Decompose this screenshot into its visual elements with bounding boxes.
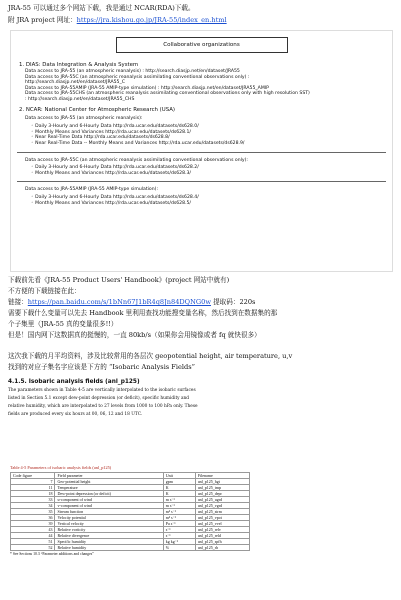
dias-line: Data access to JRA-55AMIP (JRA-55 AMIP-type simulation) : http://search.diasjp.net/en/dataset/JRA55_AMIP bbox=[25, 85, 269, 91]
field-cell: Velocity potential bbox=[55, 515, 163, 521]
unit-cell: m² s⁻¹ bbox=[163, 515, 195, 521]
ncar-group-3-item: ◦ Monthly Means and Variances http://rda.ucar.edu/datasets/ds628.5/ bbox=[31, 200, 191, 206]
code-cell: 11 bbox=[11, 485, 55, 491]
field-cell: Geo-potential height bbox=[55, 479, 163, 485]
ncar-section-title: 2. NCAR: National Center for Atmospheric Research (USA) bbox=[19, 106, 176, 113]
collaborative-organizations-box: Collaborative organizations bbox=[116, 37, 288, 53]
code-cell: 51 bbox=[11, 539, 55, 545]
unit-cell: K bbox=[163, 491, 195, 497]
dias-line: : http://search.diasjp.net/en/dataset/JRA55_CHS bbox=[25, 96, 135, 102]
divider bbox=[17, 181, 386, 182]
code-cell: 35 bbox=[11, 509, 55, 515]
field-cell: Temperature bbox=[55, 485, 163, 491]
filename-cell: anl_p125_rh bbox=[195, 545, 249, 551]
col-field: Field parameter bbox=[55, 473, 163, 479]
ncar-group-3-item: ◦ Daily 3-Hourly and 6-Hourly Data http://rda.ucar.edu/datasets/ds628.4/ bbox=[31, 194, 199, 200]
ncar-group-2-item: ◦ Daily 3-Hourly and 6-Hourly Data http://rda.ucar.edu/datasets/ds628.2/ bbox=[31, 165, 199, 171]
unit-cell: gpm bbox=[163, 479, 195, 485]
col-code: Code figure bbox=[11, 473, 55, 479]
search-tip-line-1: 需要下载什么变量可以先去 Handbook 里利用查找功能搜变量名称，然后找到在数据集的那 bbox=[8, 309, 278, 317]
col-filename: Filename bbox=[195, 473, 249, 479]
dias-line: Data access to JRA-55CHS (an atmospheric reanalysis assimilating conventional observations only with high resolution SST) bbox=[25, 91, 310, 97]
code-cell: 7 bbox=[11, 479, 55, 485]
handbook-paragraph-line: listed in Section 5.1 except dew-point depression (or deficit), specific humidity and bbox=[8, 396, 190, 401]
monthly-data-note: 这次我下载的月平均资料，涉及比较常用的各层次 geopotential height, air temperature, u,v bbox=[8, 352, 293, 360]
filename-cell: anl_p125_reld bbox=[195, 533, 249, 539]
filename-cell: anl_p125_tmp bbox=[195, 485, 249, 491]
filename-cell: anl_p125_vgrd bbox=[195, 503, 249, 509]
unit-cell: s⁻¹ bbox=[163, 533, 195, 539]
intro-label: 附 JRA project 网址： bbox=[8, 16, 77, 24]
code-cell: 39 bbox=[11, 521, 55, 527]
code-cell: 43 bbox=[11, 527, 55, 533]
unit-cell: m s⁻¹ bbox=[163, 497, 195, 503]
field-cell: Relative divergence bbox=[55, 533, 163, 539]
intro-line-1: JRA-55 可以通过多个网站下载，我是通过 NCAR(RDA)下载。 bbox=[8, 4, 195, 12]
ncar-group-2-heading: Data access to JRA-55C (an atmospheric reanalysis assimilating conventional observations only): bbox=[25, 157, 248, 163]
code-cell: 36 bbox=[11, 515, 55, 521]
jra-project-link[interactable]: https://jra.kishou.go.jp/JRA-55/index_en.html bbox=[76, 16, 227, 24]
dias-line: Data access to JRA-55 (an atmospheric reanalysis) : http://search.diasjp.net/en/dataset/JRA55 bbox=[25, 69, 240, 74]
dias-section-title: 1. DIAS: Data Integration & Analysis System bbox=[19, 62, 139, 68]
ncar-group-3-heading: Data access to JRA-55AMIP (JRA-55 AMIP-type simulation): bbox=[25, 187, 158, 193]
subset-name-note: 找到的对应子集名字应该是下方的 “Isobaric Analysis Fields” bbox=[8, 363, 195, 371]
dias-line: Data access to JRA-55C (an atmospheric reanalysis assimilating conventional observations only) : bbox=[25, 74, 250, 80]
code-cell: 18 bbox=[11, 491, 55, 497]
field-cell: Dew-point depression (or deficit) bbox=[55, 491, 163, 497]
search-tip-line-2: 个子集里（JRA-55 真的变量很多!!） bbox=[8, 320, 118, 328]
handbook-paragraph-line: The parameters shown in Table 4-5 are vertically interpolated to the isobaric surfaces bbox=[8, 388, 196, 393]
unit-cell: K bbox=[163, 485, 195, 491]
filename-cell: anl_p125_relv bbox=[195, 527, 249, 533]
code-cell: 44 bbox=[11, 533, 55, 539]
field-cell: Relative vorticity bbox=[55, 527, 163, 533]
handbook-paragraph-line: relative humidity, which are interpolated to 27 levels from 1000 to 100 hPa only. These bbox=[8, 404, 198, 409]
filename-cell: anl_p125_ugrd bbox=[195, 497, 249, 503]
isobaric-parameters-table bbox=[10, 472, 250, 551]
handbook-section-heading: 4.1.5. Isobaric analysis fields (anl_p125) bbox=[8, 379, 140, 385]
field-cell: Specific humidity bbox=[55, 539, 163, 545]
dias-line: http://search.diasjp.net/en/dataset/JRA55_C bbox=[25, 80, 125, 86]
speed-note: 但是！国内网下这数据真的挺慢的，一直 80kb/s（如果你会用镜像或者 fq 就快很多） bbox=[8, 331, 261, 339]
unit-cell: kg kg⁻¹ bbox=[163, 539, 195, 545]
code-cell: 34 bbox=[11, 503, 55, 509]
handbook-paragraph-line: fields are produced every six hours at 00, 06, 12 and 18 UTC. bbox=[8, 412, 143, 417]
unit-cell: m² s⁻¹ bbox=[163, 509, 195, 515]
ncar-group-1-item: ◦ Near Real-Time Data http://rda.ucar.edu/datasets/ds628.8/ bbox=[31, 135, 170, 141]
unit-cell: m s⁻¹ bbox=[163, 503, 195, 509]
field-cell: Relative humidity bbox=[55, 545, 163, 551]
filename-cell: anl_p125_strm bbox=[195, 509, 249, 515]
filename-cell: anl_p125_vpot bbox=[195, 515, 249, 521]
intro-line-2 bbox=[8, 16, 227, 24]
ncar-group-1-item: ◦ Near Real-Time Data -- Monthly Means and Variances http://rda.ucar.edu/datasets/ds628.9/ bbox=[31, 140, 245, 146]
filename-cell: anl_p125_spfh bbox=[195, 539, 249, 545]
field-cell: v-component of wind bbox=[55, 503, 163, 509]
code-cell: 33 bbox=[11, 497, 55, 503]
unit-cell: % bbox=[163, 545, 195, 551]
filename-cell: anl_p125_hgt bbox=[195, 479, 249, 485]
unit-cell: s⁻¹ bbox=[163, 527, 195, 533]
field-cell: Stream function bbox=[55, 509, 163, 515]
table-row bbox=[11, 545, 250, 551]
download-link-intro: 不方便的下载链接在此： bbox=[8, 287, 81, 295]
table-footnote: * See Sections 10.3 “Parameter additions and changes” bbox=[10, 552, 94, 556]
code-cell: 52 bbox=[11, 545, 55, 551]
table-caption: Table 4-5 Parameters of isobaric analysis fields (anl_p125) bbox=[10, 465, 112, 470]
filename-cell: anl_p125_depr bbox=[195, 491, 249, 497]
isobaric-parameters-table-block bbox=[10, 465, 250, 556]
filename-cell: anl_p125_vvel bbox=[195, 521, 249, 527]
ncar-group-1-item: ◦ Monthly Means and Variances http://rda.ucar.edu/datasets/ds628.1/ bbox=[31, 129, 191, 135]
field-cell: Vertical velocity bbox=[55, 521, 163, 527]
unit-cell: Pa s⁻¹ bbox=[163, 521, 195, 527]
divider bbox=[17, 152, 386, 153]
collaborative-organizations-screenshot bbox=[10, 30, 393, 272]
ncar-group-2-item: ◦ Monthly Means and Variances http://rda.ucar.edu/datasets/ds628.3/ bbox=[31, 170, 191, 176]
baidu-link-line: 链接：https://pan.baidu.com/s/1bNn67J1bR4q8Jn84DQNG0w 提取码：220s bbox=[8, 298, 256, 306]
col-unit: Unit bbox=[163, 473, 195, 479]
field-cell: u-component of wind bbox=[55, 497, 163, 503]
handbook-note: 下载前先看《JRA-55 Product Users' Handbook》(project 网站中就有) bbox=[8, 276, 230, 284]
baidu-pan-link[interactable]: https://pan.baidu.com/s/1bNn67J1bR4q8Jn84DQNG0w bbox=[27, 298, 211, 306]
ncar-group-1-item: ◦ Daily 3-Hourly and 6-Hourly Data http://rda.ucar.edu/datasets/ds628.0/ bbox=[31, 124, 199, 130]
ncar-group-1-heading: Data access to JRA-55 (an atmospheric reanalysis): bbox=[25, 115, 143, 121]
